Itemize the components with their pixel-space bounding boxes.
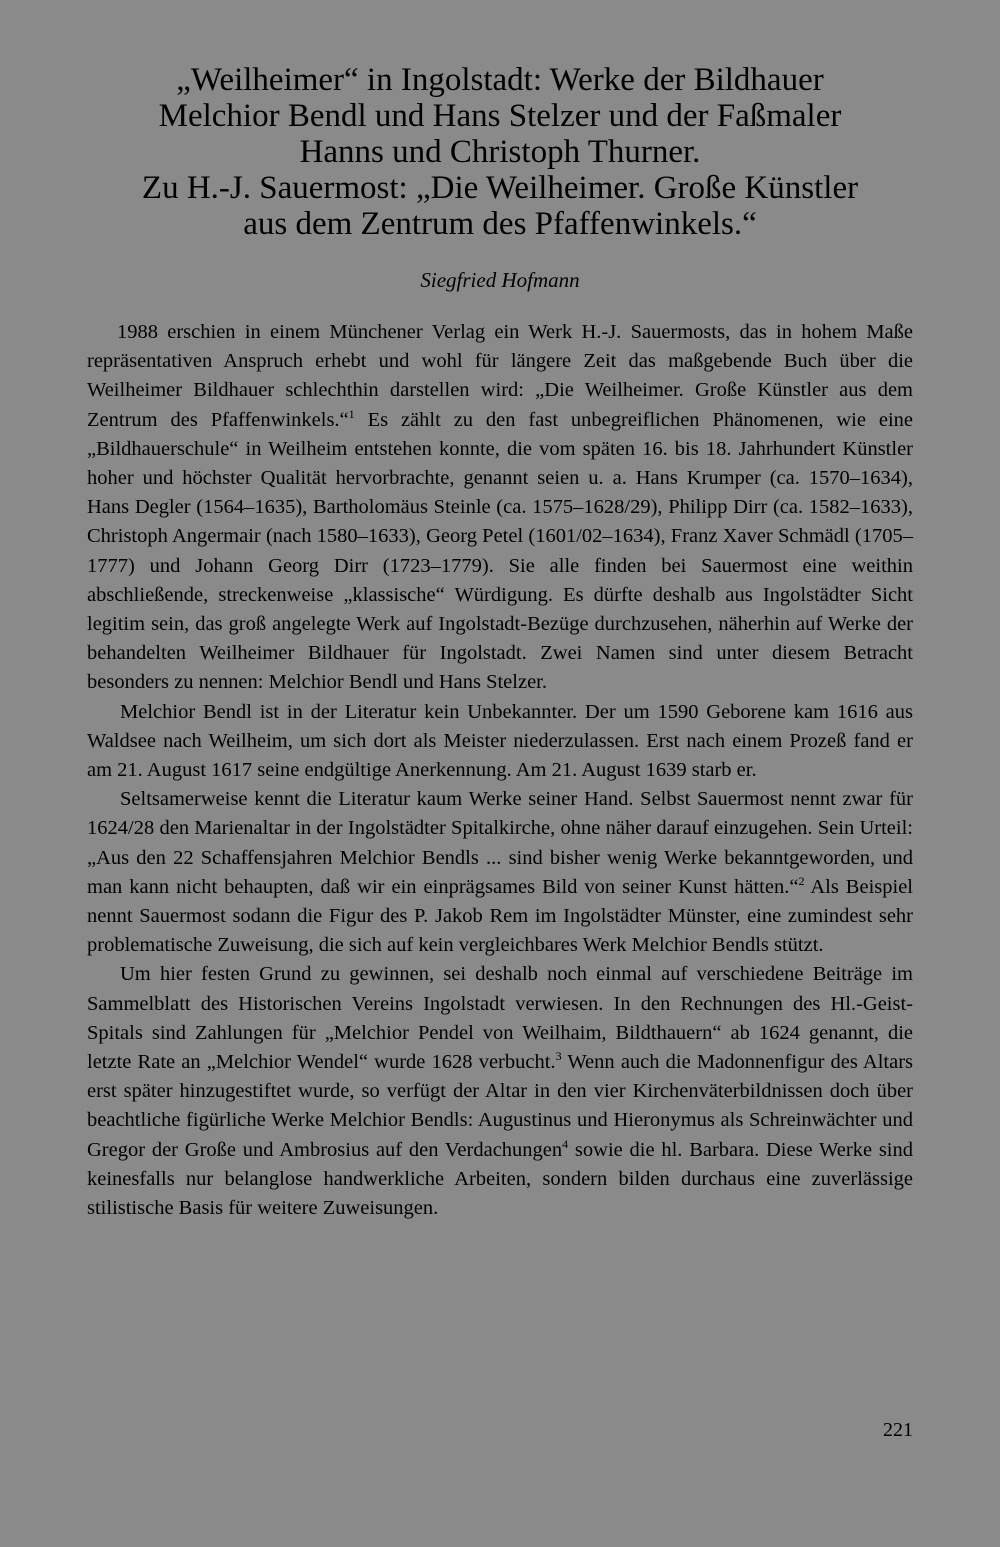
paragraph-text: Es zählt zu den fast unbegreiflichen Phänomenen, wie eine „Bildhauerschule“ in Weilheim entstehen konnte, die vom späten 16. bis 18. Jahrhundert Künstler hoher und höchster Qualität hervorbrachte, genannt seien u. a. Hans Krumper (ca. 1570–1634), Hans Degler (1564–1635), Bartholomäus Steinle (ca. 1575–1628/29), Philipp Dirr (ca. 1582–1633), Christoph Angermair (nach 1580–1633), Georg Petel (1601/02–1634), Franz Xaver Schmädl (1705–1777) und Johann Georg Dirr (1723–1779). Sie alle finden bei Sauermost eine weithin abschließende, streckenweise „klassische“ Würdigung. Es dürfte deshalb aus Ingolstädter Sicht legitim sein, das groß angelegte Werk auf Ingolstadt-Bezüge durchzusehen, näherhin auf Werke der behandelten Weilheimer Bildhauer für Ingolstadt. Zwei Namen sind unter diesem Betracht besonders zu nennen: Melchior Bendl und Hans Stelzer. — [87, 408, 913, 694]
paragraph-text: Melchior Bendl ist in der Literatur kein Unbekannter. Der um 1590 Geborene kam 1616 aus Waldsee nach Weilheim, um sich dort als Meister niederzulassen. Erst nach einem Prozeß fand er am 21. August 1617 seine endgültige Anerkennung. Am 21. August 1639 starb er. — [87, 700, 913, 782]
article-body — [87, 318, 913, 1223]
title-line: Melchior Bendl und Hans Stelzer und der Faßmaler — [158, 98, 842, 134]
paragraph — [87, 318, 913, 698]
paragraph — [87, 698, 913, 786]
page-number: 221 — [883, 1419, 913, 1441]
title-line: Hanns und Christoph Thurner. — [299, 134, 701, 170]
footnote-marker: 4 — [562, 1136, 569, 1151]
paragraph-text: Seltsamerweise kennt die Literatur kaum Werke seiner Hand. Selbst Sauermost nennt zwar für 1624/28 den Marienaltar in der Ingolstädter Spitalkirche, ohne näher darauf einzugehen. Sein Urteil: „Aus den 22 Schaffensjahren Melchior Bendls ... sind bisher wenig Werke bekanntgeworden, und man kann nicht behaupten, daß wir ein einprägsames Bild von seiner Kunst hätten.“ — [87, 788, 913, 898]
footnote-marker: 3 — [555, 1049, 562, 1064]
paragraph-text: Wenn auch die Madonnenfigur des Altars erst später hinzugestiftet wurde, so verfügt der Altar in den vier Kirchenväterbildnissen doch über beachtliche figürliche Werke Melchior Bendls: Augustinus und Hieronymus als Schreinwächter und Gregor der Große und Ambrosius auf den Verdachungen — [87, 1051, 914, 1161]
paragraph-text: 1988 erschien in einem Münchener Verlag ein Werk H.-J. Sauermosts, das in hohem Maße repräsentativen Anspruch erhebt und wohl für längere Zeit das maßgebende Buch über die Weilheimer Bildhauer schlechthin darstellen wird: „Die Weilheimer. Große Künstler aus dem Zentrum des Pfaffenwinkels.“ — [87, 321, 913, 431]
paragraph — [87, 960, 913, 1223]
paragraph-text: sowie die hl. Barbara. Diese Werke sind keinesfalls nur belanglose handwerkliche Arbeiten, sondern bilden durchaus eine zuverlässige stilistische Basis für weitere Zuweisungen. — [87, 1138, 913, 1220]
footnote-marker: 2 — [798, 873, 805, 888]
article-title — [60, 62, 940, 242]
paragraph-text: Als Beispiel nennt Sauermost sodann die Figur des P. Jakob Rem im Ingolstädter Münster, eine zumindest sehr problematische Zuweisung, die sich auf kein vergleichbares Werk Melchior Bendls stützt. — [87, 875, 913, 957]
paragraph-text: Um hier festen Grund zu gewinnen, sei deshalb noch einmal auf verschiedene Beiträge im Sammelblatt des Historischen Vereins Ingolstadt verwiesen. In den Rechnungen des Hl.-Geist-Spitals sind Zahlungen für „Melchior Pendel von Weilhaim, Bildthauern“ ab 1624 genannt, die letzte Rate an „Melchior Wendel“ wurde 1628 verbucht. — [87, 963, 913, 1074]
title-line: Zu H.-J. Sauermost: „Die Weilheimer. Große Künstler — [141, 170, 859, 206]
footnote-marker: 1 — [348, 406, 355, 421]
article-author: Siegfried Hofmann — [420, 268, 580, 292]
paragraph — [87, 785, 913, 960]
title-line: „Weilheimer“ in Ingolstadt: Werke der Bildhauer — [176, 62, 824, 98]
title-line: aus dem Zentrum des Pfaffenwinkels.“ — [243, 206, 757, 242]
